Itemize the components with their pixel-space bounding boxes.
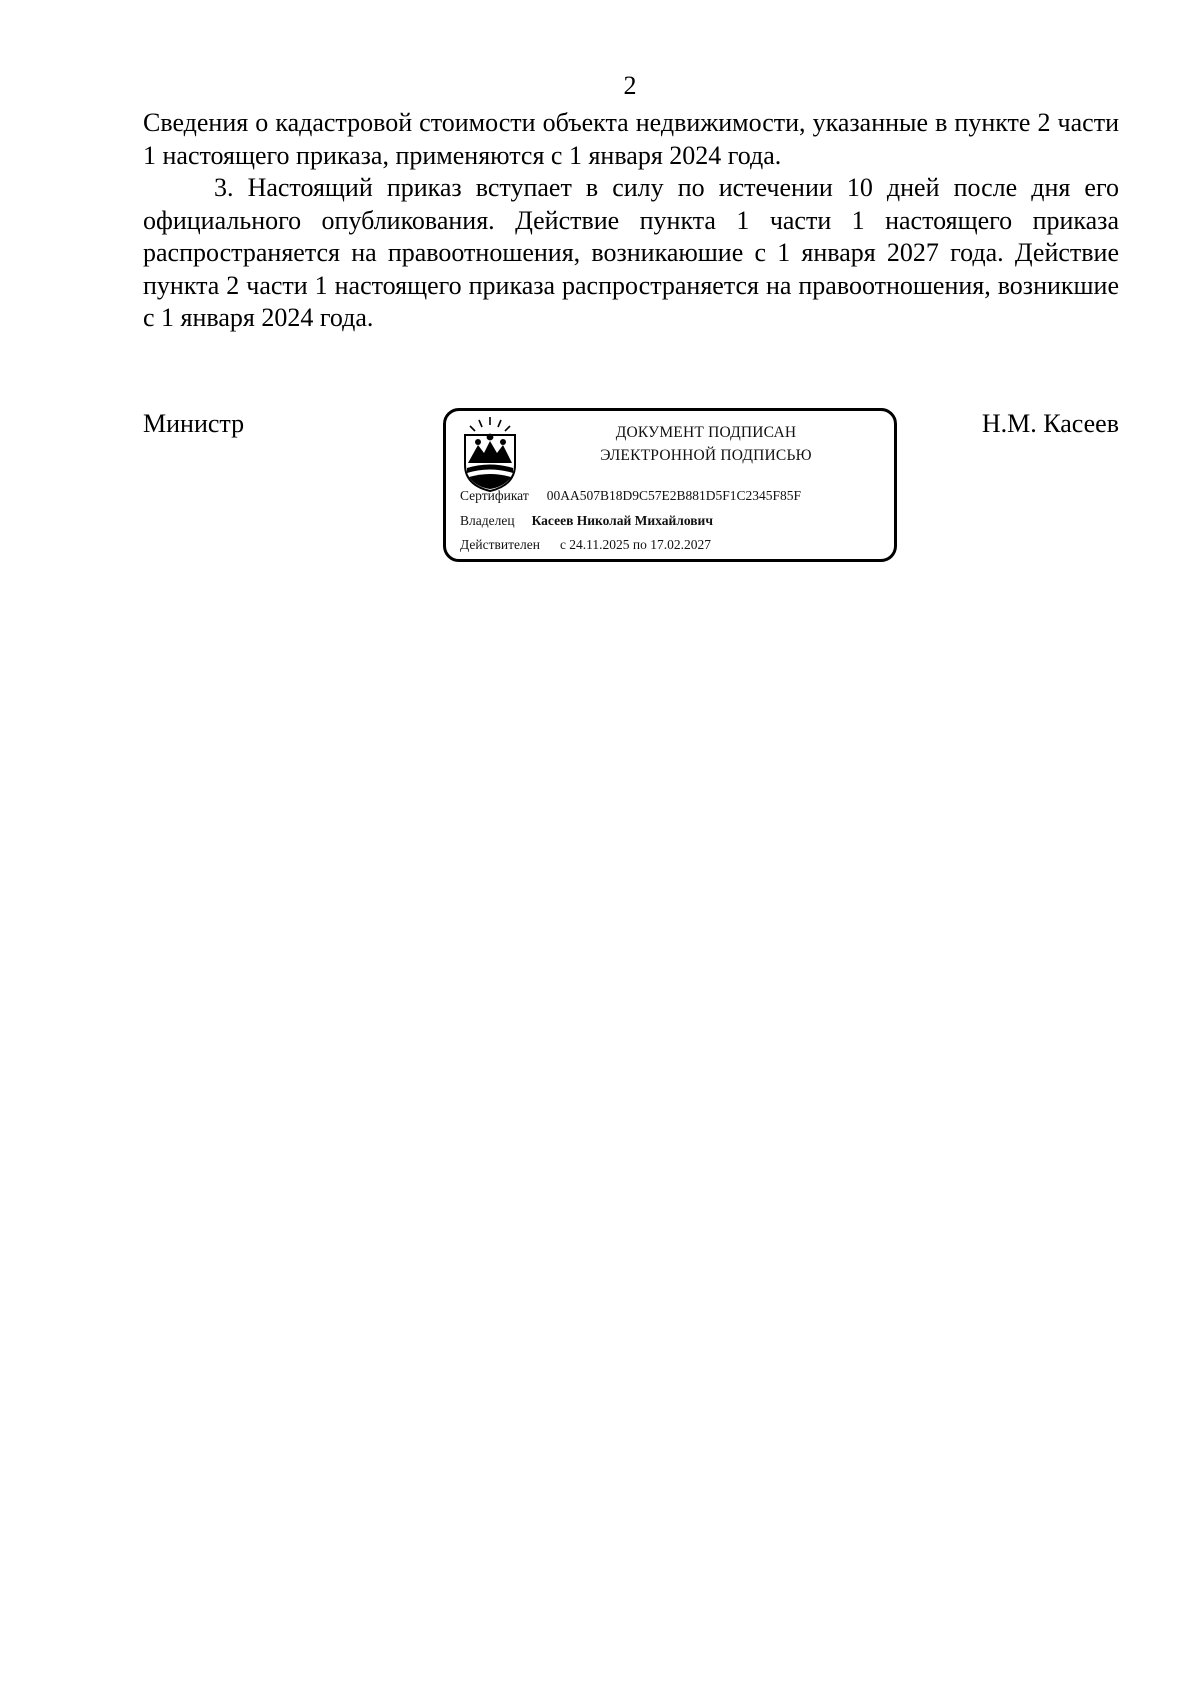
owner-label: Владелец (460, 513, 515, 528)
paragraph-effective-date: 3. Настоящий приказ вступает в силу по истечении 10 дней после дня его официального опубликования. Действие пункта 1 части 1 настоящего приказа распространяется на правоотношения, возникаюшие с 1 января 2027 года. Действие пункта 2 части 1 настоящего приказа распространяется на правоотношения, возникшие с 1 января 2024 года. (143, 173, 1119, 332)
stamp-heading-line-2: ЭЛЕКТРОННОЙ ПОДПИСЬЮ (600, 447, 812, 464)
validity-label: Действителен (460, 537, 540, 552)
page-number: 2 (623, 71, 637, 100)
electronic-signature-stamp (443, 408, 897, 562)
validity-value: с 24.11.2025 по 17.02.2027 (559, 537, 712, 552)
document-body (143, 107, 1119, 335)
signature-block (143, 408, 1119, 568)
certificate-label: Сертификат (460, 488, 529, 503)
stamp-heading-line-1: ДОКУМЕНТ ПОДПИСАН (615, 424, 797, 441)
regional-coat-of-arms-icon (459, 415, 521, 493)
signer-position: Министр (143, 409, 245, 438)
owner-value: Касеев Николай Михайлович (531, 513, 713, 528)
certificate-value: 00AA507B18D9C57E2B881D5F1C2345F85F (546, 488, 802, 503)
paragraph-cadastral-info: Сведения о кадастровой стоимости объекта недвижимости, указанные в пункте 2 части 1 настоящего приказа, применяются с 1 января 2024 года. (143, 108, 1119, 170)
validity-row (460, 535, 711, 555)
stamp-heading (536, 421, 876, 467)
signer-name: Н.М. Касеев (981, 409, 1119, 438)
certificate-row (460, 486, 801, 506)
owner-row (460, 511, 713, 531)
